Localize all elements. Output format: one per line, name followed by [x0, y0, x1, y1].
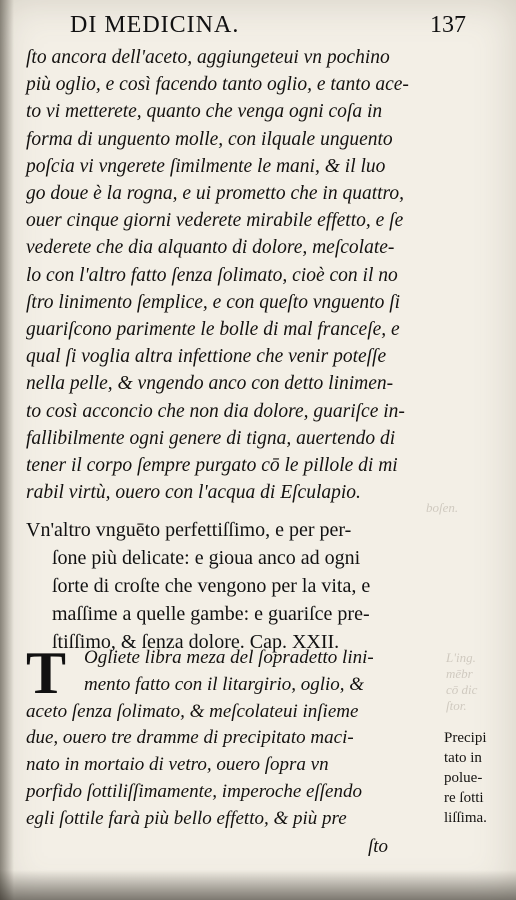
text-line: lo con l'altro fatto ſenza ſolimato, cioè con il no — [26, 264, 398, 286]
text-line: rabil virtù, ouero con l'acqua di Eſculapio. — [26, 482, 361, 504]
text-line: porfido ſottiliſſimamente, imperoche eſſendo — [26, 780, 362, 802]
text-line: due, ouero tre dramme di precipitato maci- — [26, 727, 354, 749]
marginal-note-line: polue- — [444, 770, 483, 786]
marginal-note-line: tato in — [444, 750, 482, 766]
text-line: aceto ſenza ſolimato, & meſcolateui inſieme — [26, 700, 359, 722]
bottom-shadow — [0, 870, 516, 900]
text-line: nella pelle, & vngendo anco con detto linimen- — [26, 373, 394, 395]
catchword: ſto — [368, 836, 389, 857]
marginal-note-line: re ſotti — [444, 790, 484, 806]
page-header — [70, 10, 466, 44]
text-line: egli ſottile farà più bello effetto, & più pre — [26, 807, 347, 829]
text-line: to così acconcio che non dia dolore, guariſce in- — [26, 400, 405, 422]
running-head: DI MEDICINA. — [70, 12, 240, 38]
heading-line: maſſime a quelle gambe: e guariſce pre- — [52, 603, 370, 625]
text-line: ouer cinque giorni vederete mirabile effetto, e ſe — [26, 210, 404, 232]
heading-line: ſtiſſimo, & ſenza dolore. Cap. XXII. — [52, 631, 340, 653]
text-line: vederete che dia alquanto di dolore, meſcolate- — [26, 237, 395, 259]
text-line: mento fatto con il litargirio, oglio, & — [84, 673, 365, 695]
text-line: Ogliete libra meza del ſopradetto lini- — [84, 647, 374, 668]
text-line: tener il corpo ſempre purgato cō le pillole di mi — [26, 455, 398, 477]
heading-line: ſorte di croſte che vengono per la vita, e — [52, 575, 371, 597]
text-line: più oglio, e così facendo tanto oglio, e tanto ace- — [26, 74, 409, 96]
text-line: ſtro linimento ſemplice, e con queſto vnguento ſi — [26, 291, 401, 313]
heading-line: Vn'altro vnguēto perfettiſſimo, e per per- — [26, 519, 352, 541]
chapter-heading — [26, 516, 436, 656]
body-paragraph — [26, 44, 436, 506]
drop-cap: T — [26, 640, 67, 706]
text-line: forma di unguento molle, con ilquale unguento — [26, 128, 393, 150]
bleed-through-text: boſen. — [426, 500, 459, 515]
gutter-shadow — [0, 0, 14, 900]
text-line: nato in mortaio di vetro, ouero ſopra vn — [26, 754, 329, 776]
marginal-note — [444, 728, 514, 828]
bleed-through-text-margin: L'ing. mēbr cō dic ſtor. — [446, 650, 478, 713]
text-line: poſcia vi vngerete ſimilmente le mani, & il luo — [26, 155, 386, 177]
marginal-note-line: Precipi — [444, 730, 487, 746]
text-line: to vi metterete, quanto che venga ogni coſa in — [26, 101, 383, 123]
marginal-note-line: liſſima. — [444, 810, 487, 826]
page-number: 137 — [430, 12, 466, 38]
text-line: ſto ancora dell'aceto, aggiungeteui vn pochino — [26, 47, 390, 68]
text-line: qual ſi voglia altra infettione che venir poteſſe — [26, 346, 387, 368]
text-line: fallibilmente ogni genere di tigna, auertendo di — [26, 427, 396, 449]
heading-line: ſone più delicate: e gioua anco ad ogni — [52, 547, 361, 569]
text-line: guariſcono parimente le bolle di mal franceſe, e — [26, 319, 400, 341]
text-line: go doue è la rogna, e ui prometto che in quattro, — [26, 183, 405, 205]
